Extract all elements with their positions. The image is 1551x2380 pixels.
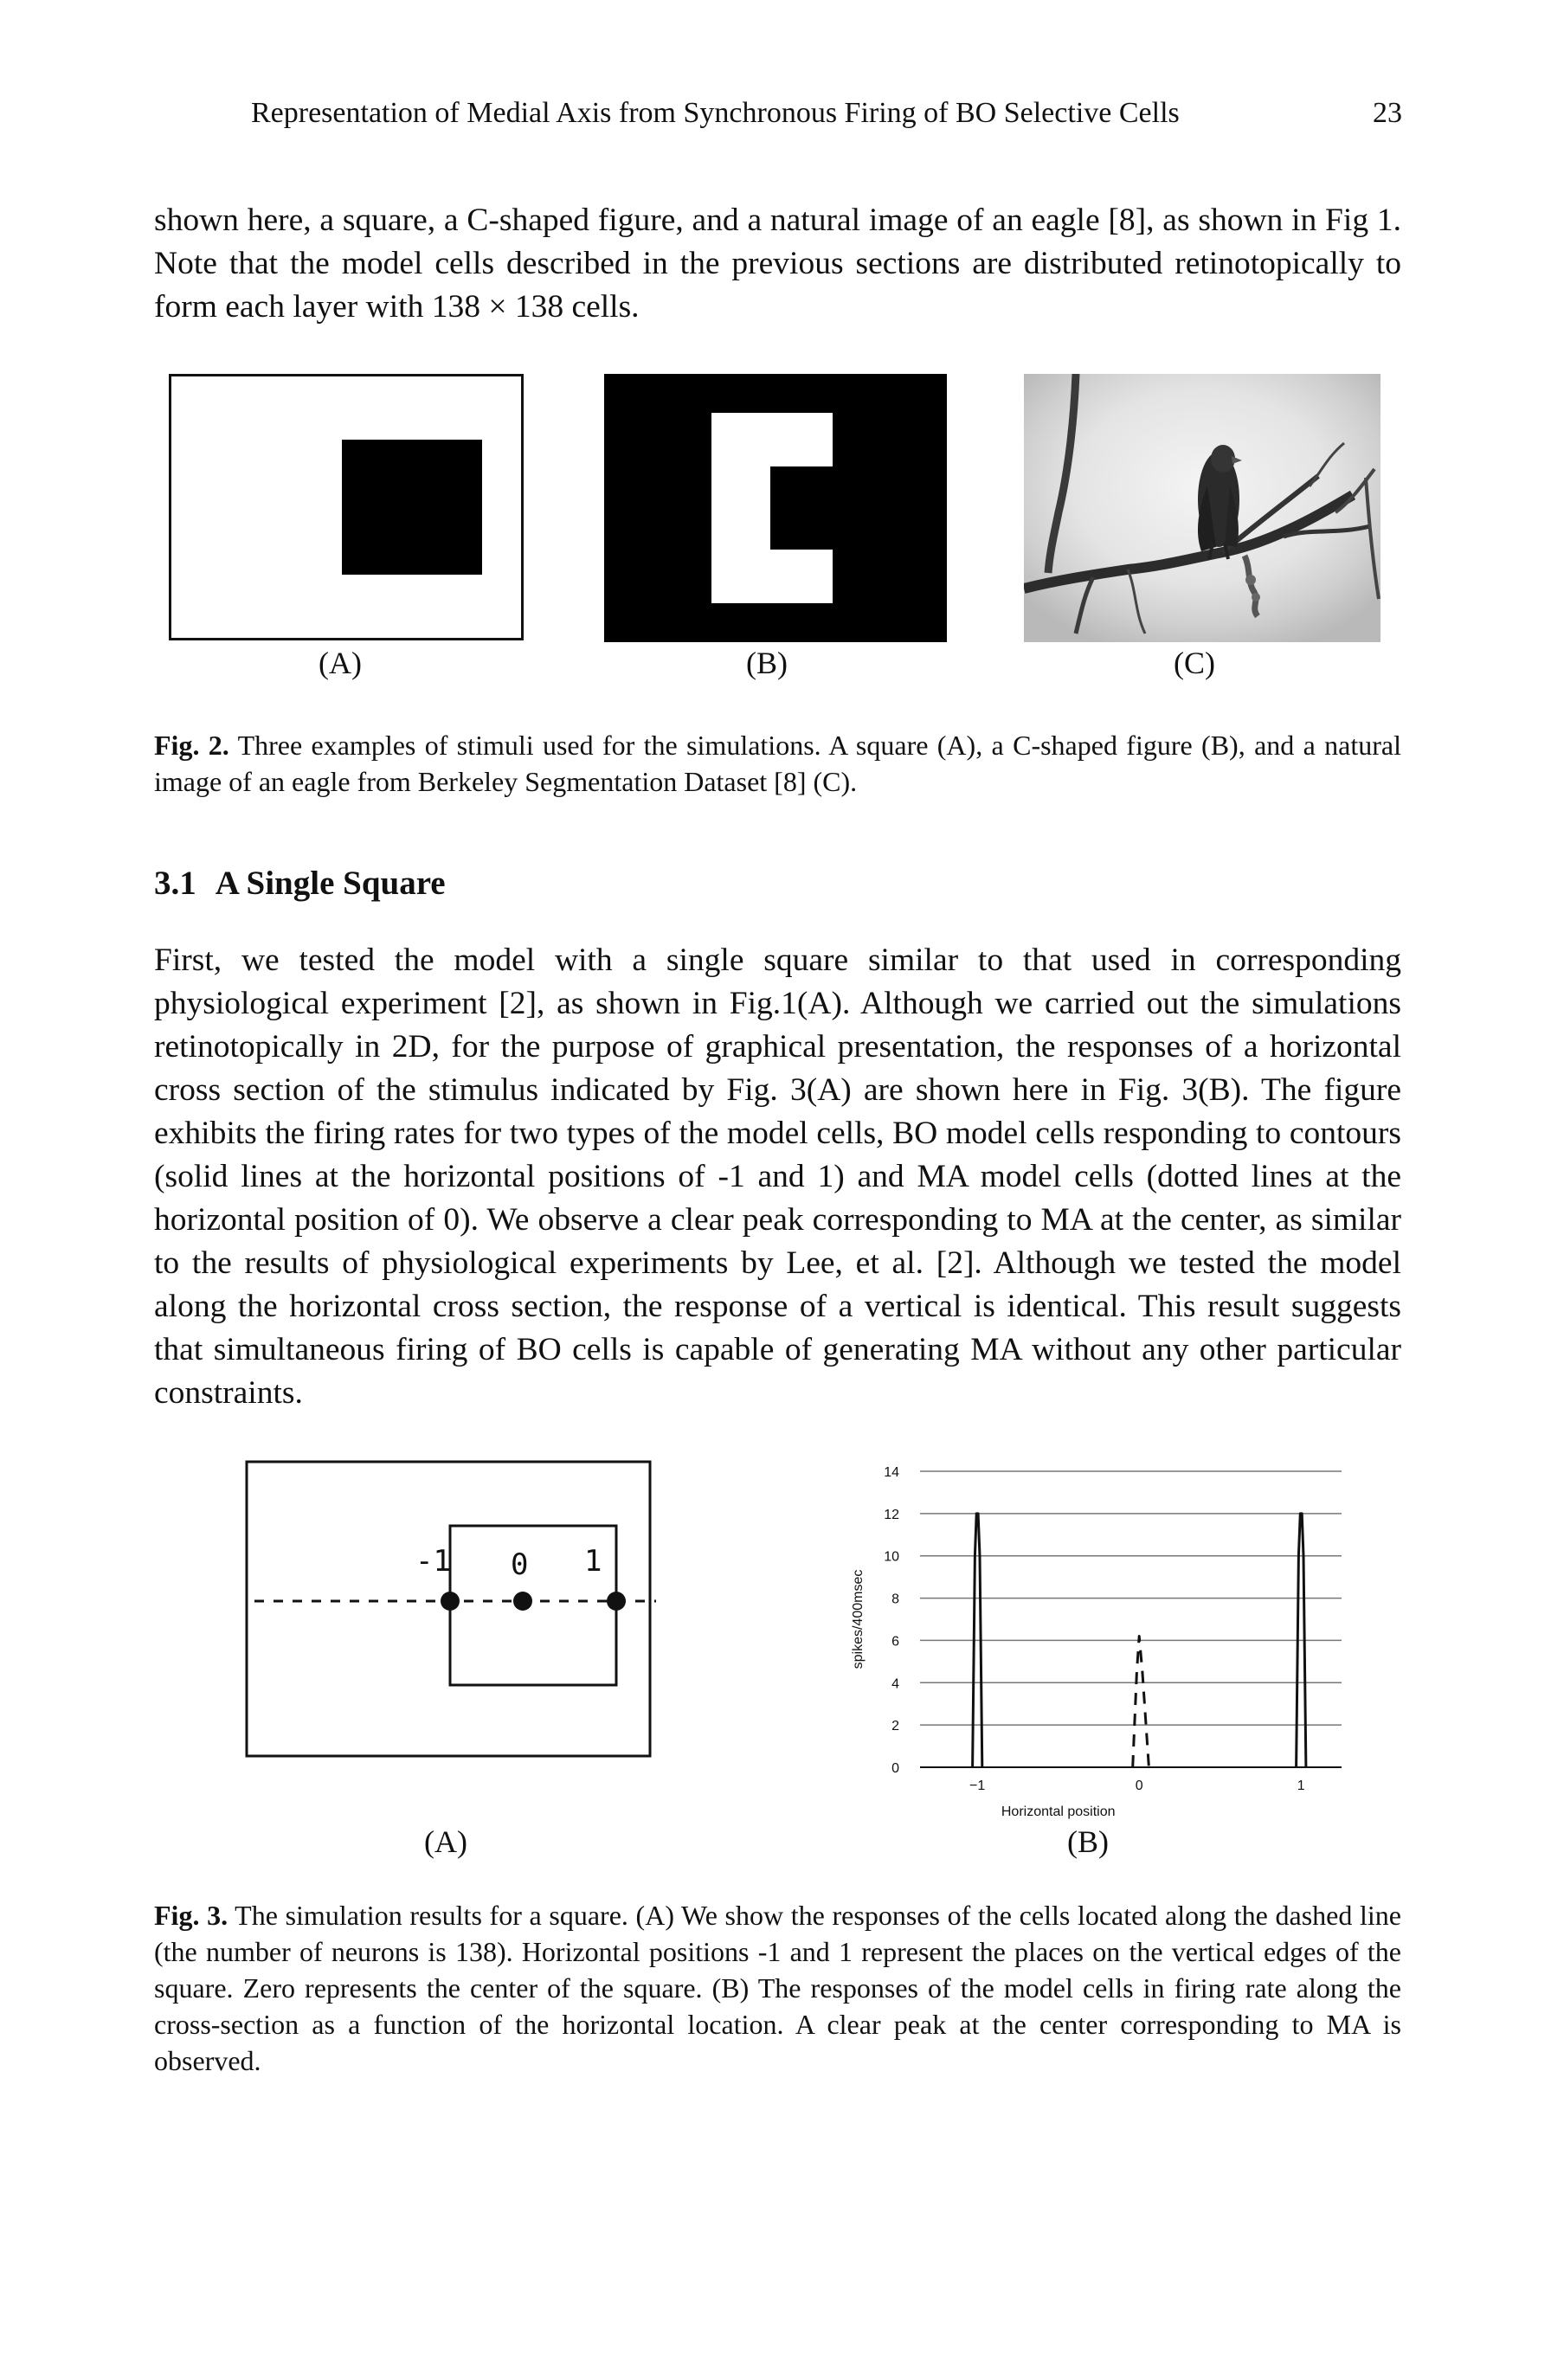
chart-y-tick-label: 10 [884,1549,899,1565]
chart-x-tick-label: 1 [1297,1779,1305,1793]
chart-x-tick-label: −1 [969,1779,986,1793]
chart-x-tick-label: 0 [1135,1779,1143,1793]
section-heading [154,864,446,903]
chart-y-tick-label: 6 [891,1634,899,1650]
figure-2-caption-text: Three examples of stimuli used for the simulations. A square (A), a C-shaped figure (B), and a natural image of an eagle from Berkeley Segmentation Dataset [8] (C). [154,730,1402,797]
page-number: 23 [1373,97,1402,129]
figure-3a-pos-label-right: 1 [584,1544,602,1579]
chart-y-tick-label: 2 [891,1719,899,1734]
chart-x-axis-label: Horizontal position [1001,1804,1116,1819]
figure-3a-diagram [242,1458,658,1766]
intro-paragraph: shown here, a square, a C-shaped figure, and a natural image of an eagle [8], as shown in Fig 1. Note that the model cells described in the previous sections are distributed retinotopically to form each layer with 138 × 138 cells. [154,203,1401,325]
chart-y-tick-label: 12 [884,1507,899,1522]
body-paragraph: First, we tested the model with a single square similar to that used in corresponding physiological experiment [2], as shown in Fig.1(A). Although we carried out the simulations retinotopically in 2D, for the purpose of graphical presentation, the responses of a horizontal cross section of the stimulus indicated by Fig. 3(A) are shown here in Fig. 3(B). The figure exhibits the firing rates for two types of the model cells, BO model cells responding to contours (solid lines at the horizontal positions of -1 and 1) and MA model cells (dotted lines at the horizontal position of 0). We observe a clear peak corresponding to MA at the center, as similar to the results of physiological experiments by Lee, et al. [2]. Although we tested the model along the horizontal cross section, the response of a vertical is identical. This result suggests that simultaneous firing of BO cells is capable of generating MA without any other particular constraints. [154,942,1401,1411]
section-title: A Single Square [215,865,446,902]
stimulus-square [342,440,482,575]
stimulus-c-shape [711,413,833,603]
chart-labels [851,1465,1305,1819]
figure-3-caption [154,1897,1401,2079]
chart-y-tick-label: 4 [891,1676,899,1692]
figure-3-caption-text: The simulation results for a square. (A) We show the responses of the cells located along the dashed line (the number of neurons is 138). Horizontal positions -1 and 1 represent the places on the vertical edges of the square. Zero represents the center of the square. (B) The responses of the model cells in firing rate along the cross-section as a function of the horizontal location. A clear peak at the center corresponding to MA is observed. [154,1900,1401,2076]
chart-y-axis-label: spikes/400msec [851,1569,866,1669]
header-title: Representation of Medial Axis from Synchronous Firing of BO Selective Cells [251,97,1180,129]
figure-2-label-c: (C) [1174,646,1215,680]
figure-3a-pos-label-left: -1 [415,1544,451,1579]
stimulus-eagle-image [1024,374,1380,642]
figure-3b-label: (B) [1067,1824,1109,1859]
running-header [251,97,1402,137]
figure-2-caption-label: Fig. 2. [154,730,229,761]
figure-3b-chart [831,1454,1350,1826]
chart-grid [920,1471,1342,1767]
figure-2-label-b: (B) [746,646,788,680]
figure-3a-pos-label-center: 0 [511,1547,529,1582]
figure-3a-marker-right [607,1592,626,1611]
chart-y-tick-label: 14 [884,1465,899,1480]
figure-2-caption [154,727,1401,800]
figure-3a-marker-left [441,1592,460,1611]
chart-series-line-ma [1133,1637,1149,1768]
figure-3-caption-label: Fig. 3. [154,1900,228,1931]
chart-y-tick-label: 0 [891,1761,899,1776]
figure-2-label-a: (A) [319,646,362,680]
figure-3a-marker-center [513,1592,532,1611]
chart-y-tick-label: 8 [891,1592,899,1607]
figure-3a-label: (A) [424,1824,467,1859]
section-number: 3.1 [154,865,196,902]
